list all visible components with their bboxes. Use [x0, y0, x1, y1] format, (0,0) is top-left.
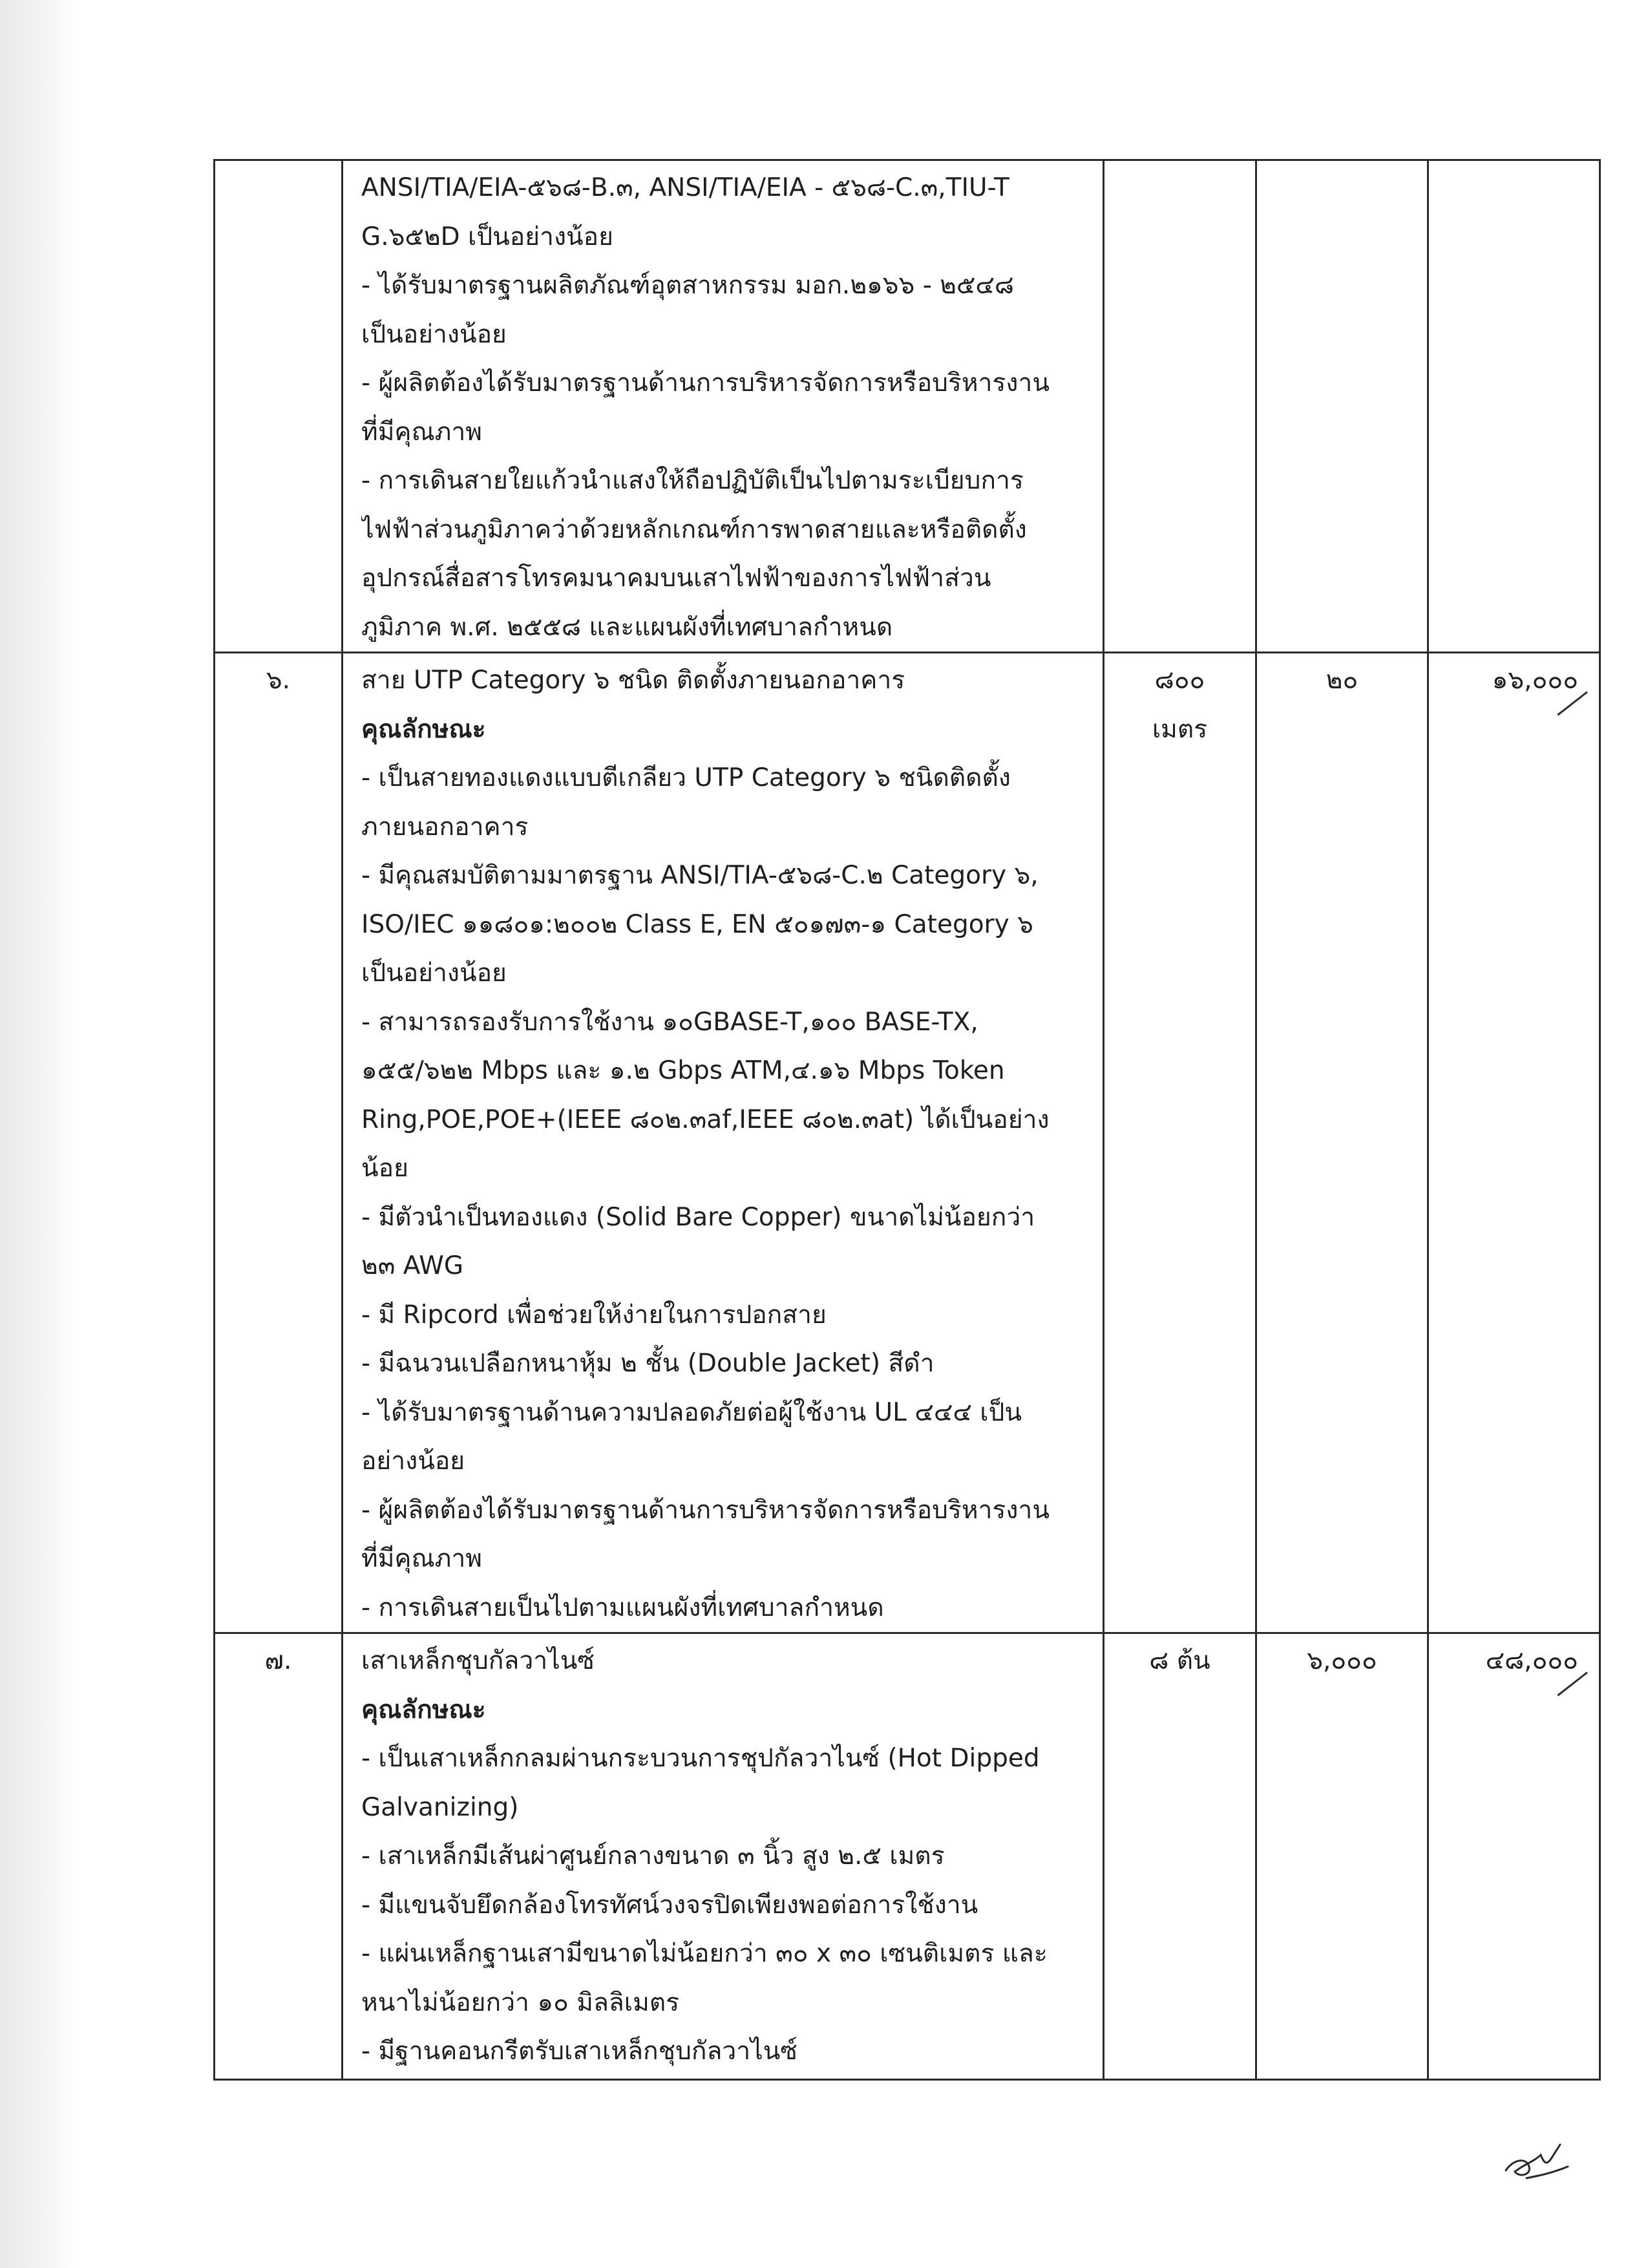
unit-price: ๒๐: [1326, 666, 1358, 695]
description-cell: [343, 160, 1104, 653]
description-line: สาย UTP Category ๖ ชนิด ติดตั้งภายนอกอาคาร: [361, 666, 905, 695]
description-line: น้อย: [361, 1154, 408, 1183]
quantity-value: ๘ ต้น: [1149, 1646, 1210, 1675]
description-line: - ผู้ผลิตต้องได้รับมาตรฐานด้านการบริหารจัดการหรือบริหารงาน: [361, 1495, 1050, 1525]
table-row: [215, 1633, 1600, 2080]
scan-edge-shadow: [0, 0, 76, 2268]
table-row: [215, 160, 1600, 653]
item-number: ๗.: [264, 1646, 292, 1675]
total-cell: [1428, 653, 1600, 1633]
total-amount: ๔๘,๐๐๐: [1485, 1646, 1578, 1675]
total-amount: ๑๖,๐๐๐: [1492, 666, 1578, 695]
description-line: ที่มีคุณภาพ: [361, 1544, 483, 1573]
description-line: ISO/IEC ๑๑๘๐๑:๒๐๐๒ Class E, EN ๕๐๑๗๓-๑ Category ๖: [361, 909, 1033, 939]
unit-price-cell: [1256, 1633, 1428, 2080]
item-number-cell: [215, 160, 343, 653]
specification-table: [213, 159, 1601, 2081]
description-line: - ผู้ผลิตต้องได้รับมาตรฐานด้านการบริหารจัดการหรือบริหารงาน: [361, 368, 1050, 397]
section-heading: คุณลักษณะ: [361, 714, 486, 744]
description-line: G.๖๕๒D เป็นอย่างน้อย: [361, 222, 613, 251]
description-line: - ได้รับมาตรฐานด้านความปลอดภัยต่อผู้ใช้งาน UL ๔๔๔ เป็น: [361, 1397, 1022, 1427]
table-row: [215, 653, 1600, 1633]
item-number-cell: [215, 653, 343, 1633]
description-line: ๑๕๕/๖๒๒ Mbps และ ๑.๒ Gbps ATM,๔.๑๖ Mbps Token: [361, 1056, 1005, 1085]
quantity-unit: เมตร: [1152, 714, 1208, 744]
description-line: - มีคุณสมบัติตามมาตรฐาน ANSI/TIA-๕๖๘-C.๒ Category ๖,: [361, 861, 1039, 890]
unit-price: ๖,๐๐๐: [1307, 1646, 1377, 1675]
quantity-cell: [1104, 160, 1256, 653]
description-line: Galvanizing): [361, 1792, 519, 1822]
description-line: อย่างน้อย: [361, 1447, 465, 1476]
check-mark-stroke: [1557, 1671, 1588, 1696]
description-line: อุปกรณ์สื่อสารโทรคมนาคมบนเสาไฟฟ้าของการไฟฟ้าส่วน: [361, 564, 991, 593]
unit-price-cell: [1256, 653, 1428, 1633]
description-line: - การเดินสายเป็นไปตามแผนผังที่เทศบาลกำหนด: [361, 1593, 884, 1622]
quantity-cell: [1104, 653, 1256, 1633]
description-line: - มีตัวนำเป็นทองแดง (Solid Bare Copper) ขนาดไม่น้อยกว่า: [361, 1202, 1035, 1232]
description-line: - สามารถรองรับการใช้งาน ๑๐GBASE-T,๑๐๐ BASE-TX,: [361, 1007, 978, 1037]
description-cell: [343, 1633, 1104, 2080]
unit-price-cell: [1256, 160, 1428, 653]
description-line: ที่มีคุณภาพ: [361, 417, 483, 447]
description-line: - มีฐานคอนกรีตรับเสาเหล็กชุบกัลวาไนซ์: [361, 2037, 798, 2066]
description-line: - เสาเหล็กมีเส้นผ่าศูนย์กลางขนาด ๓ นิ้ว สูง ๒.๕ เมตร: [361, 1841, 945, 1871]
description-line: ๒๓ AWG: [361, 1251, 464, 1280]
description-line: - การเดินสายใยแก้วนำแสงให้ถือปฏิบัติเป็นไปตามระเบียบการ: [361, 466, 1024, 495]
description-line: ไฟฟ้าส่วนภูมิภาคว่าด้วยหลักเกณฑ์การพาดสายและหรือติดตั้ง: [361, 514, 1027, 544]
description-line: ภายนอกอาคาร: [361, 812, 529, 842]
section-heading: คุณลักษณะ: [361, 1695, 486, 1724]
quantity-cell: [1104, 1633, 1256, 2080]
description-line: - แผ่นเหล็กฐานเสามีขนาดไม่น้อยกว่า ๓๐ x ๓๐ เซนติเมตร และ: [361, 1939, 1048, 1968]
description-line: - เป็นสายทองแดงแบบตีเกลียว UTP Category ๖ ชนิดติดตั้ง: [361, 763, 1011, 792]
description-line: - มีแขนจับยึดกล้องโทรทัศน์วงจรปิดเพียงพอต่อการใช้งาน: [361, 1890, 978, 1920]
description-line: - เป็นเสาเหล็กกลมผ่านกระบวนการชุปกัลวาไนซ์ (Hot Dipped: [361, 1744, 1040, 1773]
description-line: เสาเหล็กชุบกัลวาไนซ์: [361, 1646, 595, 1675]
check-mark-stroke: [1557, 691, 1588, 715]
description-cell: [343, 653, 1104, 1633]
description-line: หนาไม่น้อยกว่า ๑๐ มิลลิเมตร: [361, 1987, 680, 2017]
description-line: เป็นอย่างน้อย: [361, 319, 507, 349]
description-line: Ring,POE,POE+(IEEE ๘๐๒.๓af,IEEE ๘๐๒.๓at) ได้เป็นอย่าง: [361, 1105, 1050, 1134]
handwritten-initials: [1501, 2133, 1572, 2185]
total-cell: [1428, 160, 1600, 653]
total-cell: [1428, 1633, 1600, 2080]
description-line: ANSI/TIA/EIA-๕๖๘-B.๓, ANSI/TIA/EIA - ๕๖๘-C.๓,TIU-T: [361, 173, 1009, 202]
description-line: เป็นอย่างน้อย: [361, 959, 507, 988]
item-number-cell: [215, 1633, 343, 2080]
description-line: - ได้รับมาตรฐานผลิตภัณฑ์อุตสาหกรรม มอก.๒๑๖๖ - ๒๕๔๘: [361, 271, 1015, 300]
quantity-value: ๘๐๐: [1154, 666, 1205, 695]
item-number: ๖.: [266, 666, 291, 695]
description-line: ภูมิภาค พ.ศ. ๒๕๕๘ และแผนผังที่เทศบาลกำหนด: [361, 612, 893, 642]
description-line: - มี Ripcord เพื่อช่วยให้ง่ายในการปอกสาย: [361, 1300, 827, 1330]
description-line: - มีฉนวนเปลือกหนาหุ้ม ๒ ชั้น (Double Jacket) สีดำ: [361, 1349, 935, 1378]
